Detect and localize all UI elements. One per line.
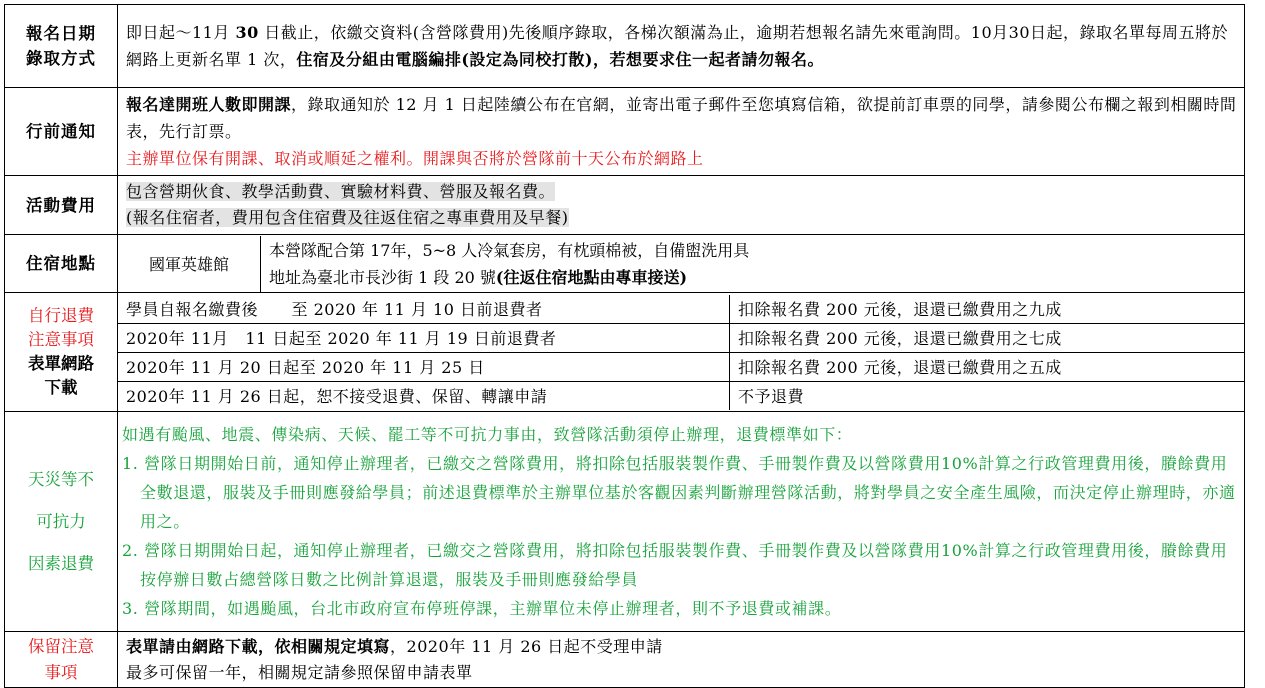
registration-content [118,5,1245,88]
force-majeure-item: 2. 營隊日期開始日起，通知停止辦理者，已繳交之營隊費用，將扣除包括服裝製作費、手冊製作費及以營隊費用10%計算之行政管理費用後，賸餘費用按停辦日數占總營隊日數之比例計算退還，服裝及手冊則應發給學員 [122,541,1228,589]
reservation-content [118,632,1245,688]
refund-condition: 2020年 11 月 20 日起至 2020 年 11 月 25 日 [118,352,730,381]
refund-condition: 2020年 11月 11 日起至 2020 年 11 月 19 日前退費者 [118,323,730,352]
force-majeure-item: 3. 營隊期間，如遇颱風，台北市政府宣布停班停課，主辦單位未停止辦理者，則不予退費或補課。 [122,599,842,618]
force-label-line2: 可抗力 [36,511,86,531]
registration-label [5,5,118,88]
refund-result: 扣除報名費 200 元後，退還已繳費用之九成 [730,295,1245,324]
force-majeure-intro: 如遇有颱風、地震、傳染病、天候、罷工等不可抗力事由，致營隊活動須停止辦理，退費標準如下： [122,425,853,444]
deadline-day: 30 [235,23,259,42]
force-majeure-row [5,412,1245,632]
accommodation-details [261,236,1245,292]
pre-notice-text: ，錄取通知於 12 月 1 日起陸續公布在官網，並寄出電子郵件至您填寫信箱，欲提前訂車票的同學，請參閱公布欄之報到相關時間表，先行訂票。 [126,95,1237,141]
pre-notice-bold: 報名達開班人數即開課 [126,95,292,114]
force-majeure-content [118,412,1245,632]
refund-label-line4: 下載 [44,378,78,397]
fees-line1: 包含營期伙食、教學活動費、實驗材料費、營服及報名費。 [126,182,556,201]
refund-table-row [118,323,1244,352]
pre-notice-red-text: 主辦單位保有開課、取消或順延之權利。開課與否將於營隊前十天公布於網路上 [126,149,704,168]
pre-notice-label: 行前通知 [5,88,118,176]
refund-row [5,293,1245,412]
accommodation-line1: 本營隊配合第 17年，5~8 人冷氣套房，有枕頭棉被，自備盥洗用具 [269,240,750,260]
pre-notice-content [118,88,1245,176]
accommodation-address: 地址為臺北市長沙街 1 段 20 號 [269,267,496,287]
refund-label-line2: 注意事項 [28,330,94,349]
reservation-line2: 最多可保留一年，相關規定請參照保留申請表單 [126,662,473,682]
reservation-label-line1: 保留注意 [28,636,94,656]
reservation-label-line2: 事項 [44,662,78,682]
accommodation-label: 住宿地點 [5,235,118,293]
registration-label-line2: 錄取方式 [26,49,96,68]
refund-table-row [118,295,1244,324]
refund-result: 扣除報名費 200 元後，退還已繳費用之七成 [730,323,1245,352]
registration-text1: 即日起～11月 [126,23,236,42]
pre-notice-row [5,88,1245,176]
refund-result: 扣除報名費 200 元後，退還已繳費用之五成 [730,352,1245,381]
refund-table-row [118,352,1244,381]
registration-row [5,5,1245,88]
reservation-text: ，2020年 11 月 26 日起不受理申請 [390,636,663,656]
accommodation-shuttle: (往返住宿地點由專車接送) [495,267,688,287]
refund-condition: 2020年 11 月 26 日起，恕不接受退費、保留、轉讓申請 [118,381,730,410]
reservation-bold: 表單請由網路下載，依相關規定填寫 [126,636,391,656]
force-label-line3: 因素退費 [28,553,94,573]
registration-text3: 住宿及分組由電腦編排(設定為同校打散)，若想要求住一起者請勿報名。 [296,50,825,69]
refund-table [118,295,1244,410]
accommodation-content [118,235,1245,293]
refund-label [5,293,118,412]
fees-line2: (報名住宿者，費用包含住宿費及往返住宿之專車費用及早餐) [126,208,569,227]
refund-result: 不予退費 [738,387,805,406]
fees-content [118,176,1245,235]
fees-row [5,176,1245,235]
refund-label-line3: 表單網路 [28,354,94,373]
registration-label-line1: 報名日期 [26,24,96,43]
reservation-label [5,632,118,688]
force-majeure-item: 1. 營隊日期開始日前，通知停止辦理者，已繳交之營隊費用，將扣除包括服裝製作費、手冊製作費及以營隊費用10%計算之行政管理費用後，賸餘費用全數退還，服裝及手冊則應發給學員；前述退費標準於主辦單位基於客觀因素判斷辦理營隊活動，將對學員之安全產生風險，而決定停止辦理時，亦適用之。 [122,454,1236,531]
force-majeure-label [5,412,118,632]
registration-text2: 日截止，依繳交資料(含營隊費用)先後順序錄取，各梯次額滿為止，逾期若想報名請先來電詢問。10月30日起，錄取名單每周五將於網路上更新名單 1 次， [126,23,1229,69]
refund-table-row [118,381,1244,410]
fees-label: 活動費用 [5,176,118,235]
refund-content [118,293,1245,412]
reservation-row [5,632,1245,688]
refund-label-line1: 自行退費 [28,306,94,325]
info-table [4,4,1245,688]
accommodation-venue: 國軍英雄館 [118,236,261,292]
accommodation-row [5,235,1245,293]
force-label-line1: 天災等不 [28,469,94,489]
refund-condition: 學員自報名繳費後 至 2020 年 11 月 10 日前退費者 [118,295,730,324]
